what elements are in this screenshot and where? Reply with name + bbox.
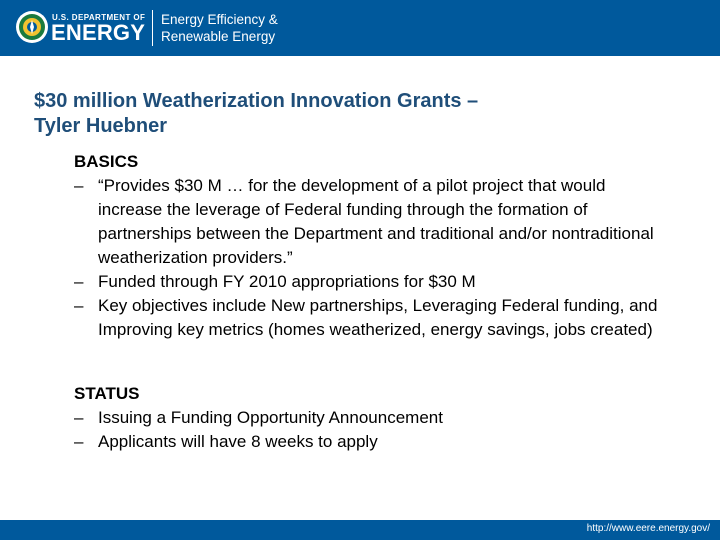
status-heading: STATUS: [74, 384, 140, 403]
basics-section: [74, 150, 674, 342]
header-divider: [152, 10, 153, 46]
status-list: [74, 406, 674, 454]
slide-title-line2: Tyler Huebner: [34, 115, 167, 137]
basics-item-1-text: “Provides $30 M … for the development of a pilot project that would increase the leverage of Federal funding through the formation of partnerships between the Department and traditional and/or nontraditional weatherization providers.”: [98, 176, 654, 267]
header-bar: [0, 0, 720, 56]
department-label-large: ENERGY: [51, 20, 146, 45]
office-name-line2: Renewable Energy: [161, 29, 276, 44]
dash-bullet: –: [74, 176, 84, 195]
office-name-line1: Energy Efficiency &: [161, 12, 278, 27]
dash-bullet: –: [74, 432, 84, 451]
footer-bar: [0, 520, 720, 540]
basics-item-3-text: Key objectives include New partnerships, Leveraging Federal funding, and Improving key metrics (homes weatherized, energy savings, jobs created): [98, 296, 658, 339]
doe-seal-icon: [15, 10, 49, 44]
section-spacer: [74, 342, 674, 366]
slide-title-line1: $30 million Weatherization Innovation Grants –: [34, 90, 479, 112]
dash-bullet: –: [74, 272, 84, 291]
status-item-2: [74, 430, 674, 454]
basics-list: [74, 174, 674, 342]
slide-content: [74, 150, 674, 454]
dash-bullet: –: [74, 408, 84, 427]
basics-item-2: [74, 270, 674, 294]
slide-title: [34, 89, 634, 139]
status-item-1-text: Issuing a Funding Opportunity Announcement: [98, 408, 443, 427]
basics-item-2-text: Funded through FY 2010 appropriations for $30 M: [98, 272, 476, 291]
basics-item-3: [74, 294, 674, 342]
department-label-small: U.S. DEPARTMENT OF: [52, 13, 146, 22]
status-item-2-text: Applicants will have 8 weeks to apply: [98, 432, 378, 451]
status-item-1: [74, 406, 674, 430]
basics-item-1: [74, 174, 674, 270]
basics-heading: BASICS: [74, 152, 139, 171]
footer-url-link[interactable]: http://www.eere.energy.gov/: [586, 523, 710, 534]
dash-bullet: –: [74, 296, 84, 315]
status-section: [74, 382, 674, 454]
